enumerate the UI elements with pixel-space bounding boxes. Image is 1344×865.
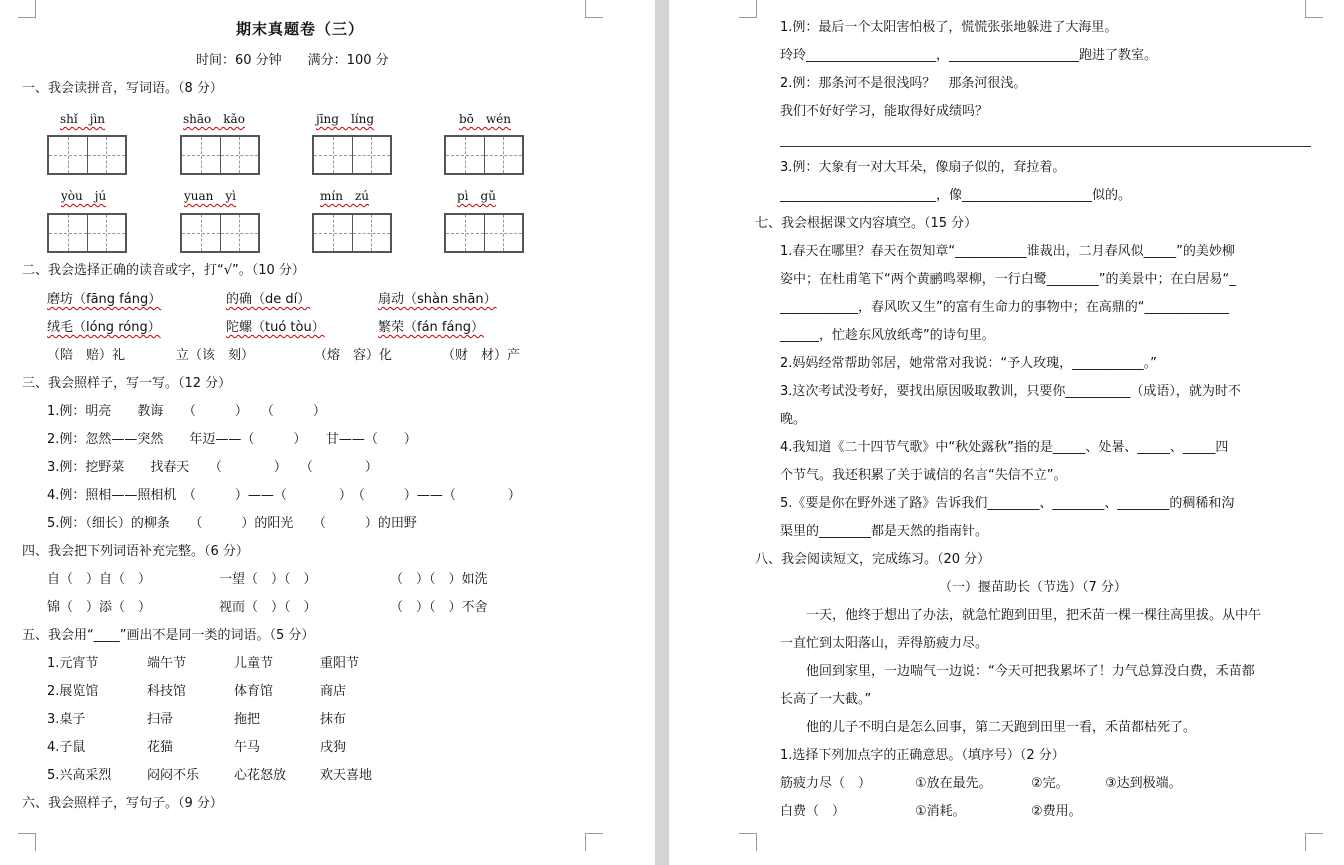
corner-mark [18, 833, 36, 851]
passage-line: 长高了一大截。” [780, 692, 872, 707]
pinyin-label: jīng líng [316, 112, 375, 126]
exam-page-right [669, 0, 1344, 865]
section-2-heading: 二、我会选择正确的读音或字，打“√”。（10 分） [22, 263, 305, 278]
choice-item: 立（该 刻） [176, 348, 255, 363]
passage-line: 一直忙到太阳落山，弄得筋疲力尽。 [780, 636, 989, 651]
option-item: ②费用。 [1031, 804, 1082, 819]
word-item: 重阳节 [320, 656, 360, 671]
fill-line: 个节气。我还积累了关于诚信的名言“失信不立”。 [780, 468, 1067, 483]
sentence-example: 我们不好好学习，能取得好成绩吗？ [780, 104, 989, 119]
exam-meta: 时间：60 分钟 满分：100 分 [196, 53, 389, 68]
answer-line: 玲玲____________________，____________________跑进了教室。 [780, 48, 1158, 63]
word-item: 午马 [234, 740, 261, 755]
word-item: 抹布 [320, 712, 347, 727]
corner-mark [1305, 0, 1323, 18]
word-item: 4.子鼠 [47, 740, 86, 755]
exercise-line: 1.例：明亮 教诲 （ ） （ ） [47, 404, 326, 419]
exam-page-left [0, 0, 655, 865]
passage-line: 他的儿子不明白是怎么回事，第二天跑到田里一看，禾苗都枯死了。 [780, 720, 1197, 735]
exercise-line: 3.例：挖野菜 找春天 （ ） （ ） [47, 460, 378, 475]
idiom-item: 锦（ ）添（ ） [47, 600, 152, 615]
answer-line: ________________________，像____________________似的。 [780, 188, 1132, 203]
idiom-item: （ ）（ ）如洗 [390, 572, 488, 587]
corner-mark [1305, 833, 1323, 851]
choice-item: 扇动（shàn shān） [378, 292, 497, 307]
word-item: 2.展览馆 [47, 684, 99, 699]
section-5-heading: 五、我会用“____”画出不是同一类的词语。（5 分） [22, 628, 315, 643]
idiom-item: 一望（ ）（ ） [219, 572, 317, 587]
page-gutter [655, 0, 669, 865]
exercise-line: 4.例：照相——照相机 （ ）——（ ） （ ）——（ ） [47, 488, 521, 503]
pinyin-label: yuan yì [184, 189, 237, 203]
option-item: ①消耗。 [915, 804, 966, 819]
writing-grid[interactable] [47, 213, 127, 253]
corner-mark [18, 0, 36, 18]
choice-item: （熔 容）化 [314, 348, 393, 363]
pinyin-label: mín zú [320, 189, 369, 203]
passage-line: 他回到家里，一边喘气一边说：“今天可把我累坏了！力气总算没白费，禾苗都 [780, 664, 1255, 679]
fill-line: ____________，春风吹又生”的富有生命力的事物中；在高鼎的“_____________ [780, 300, 1229, 315]
option-item: ②完。 [1031, 776, 1069, 791]
word-item: 心花怒放 [234, 768, 287, 783]
fill-line: 姿中；在杜甫笔下“两个黄鹂鸣翠柳，一行白鹭________”的美景中；在白居易“_ [780, 272, 1236, 287]
fill-line: 渠里的________都是天然的指南针。 [780, 524, 989, 539]
word-item: 科技馆 [147, 684, 187, 699]
pinyin-label: shǐ jìn [60, 112, 106, 126]
option-item: 筋疲力尽（ ） [780, 776, 872, 791]
passage-line: 一天，他终于想出了办法，就急忙跑到田里，把禾苗一棵一棵往高里拔。从中午 [780, 608, 1262, 623]
corner-mark [585, 833, 603, 851]
writing-grid[interactable] [444, 135, 524, 175]
word-item: 戌狗 [320, 740, 347, 755]
fill-line: 4.我知道《二十四节气歌》中“秋处露秋”指的是_____、处暑、_____、_____四 [780, 440, 1229, 455]
choice-item: （陪 赔）礼 [47, 348, 126, 363]
section-3-heading: 三、我会照样子，写一写。（12 分） [22, 376, 232, 391]
section-4-heading: 四、我会把下列词语补充完整。（6 分） [22, 544, 249, 559]
choice-item: 的确（de dí） [226, 292, 311, 307]
fill-line: 2.妈妈经常帮助邻居，她常常对我说：“予人玫瑰，___________。” [780, 356, 1157, 371]
choice-item: 繁荣（fán fáng） [378, 320, 484, 335]
choice-item: 陀螺（tuó tòu） [226, 320, 325, 335]
idiom-item: （ ）（ ）不舍 [390, 600, 488, 615]
sentence-example: 3.例：大象有一对大耳朵，像扇子似的，耷拉着。 [780, 160, 1066, 175]
word-item: 5.兴高采烈 [47, 768, 112, 783]
word-item: 端午节 [147, 656, 187, 671]
sentence-example: 2.例：那条河不是很浅吗？ 那条河很浅。 [780, 76, 1027, 91]
choice-item: 绒毛（lóng róng） [47, 320, 161, 335]
corner-mark [585, 0, 603, 18]
fill-line: ______，忙趁东风放纸鸢”的诗句里。 [780, 328, 995, 343]
exercise-line: 2.例：忽然——突然 年迈——（ ） 甘——（ ） [47, 432, 417, 447]
fill-line: 5.《要是你在野外迷了路》告诉我们________、________、________的稠稀和沟 [780, 496, 1235, 511]
passage-title: （一）揠苗助长（节选）（7 分） [939, 580, 1127, 595]
word-item: 闷闷不乐 [147, 768, 200, 783]
fill-line: 1.春天在哪里？春天在贺知章“___________谁裁出，二月春风似_____”的美妙柳 [780, 244, 1235, 259]
writing-grid[interactable] [444, 213, 524, 253]
word-item: 花猫 [147, 740, 174, 755]
word-item: 体育馆 [234, 684, 274, 699]
choice-item: 磨坊（fāng fáng） [47, 292, 162, 307]
idiom-item: 自（ ）自（ ） [47, 572, 152, 587]
word-item: 商店 [320, 684, 347, 699]
fill-line: 晚。 [780, 412, 807, 427]
option-item: 白费（ ） [780, 804, 846, 819]
section-1-heading: 一、我会读拼音，写词语。（8 分） [22, 81, 223, 96]
pinyin-label: bō wén [459, 112, 512, 126]
word-item: 拖把 [234, 712, 261, 727]
pinyin-label: pì gǔ [457, 189, 496, 203]
word-item: 3.桌子 [47, 712, 86, 727]
answer-underline[interactable] [780, 146, 1311, 147]
sentence-example: 1.例：最后一个太阳害怕极了，慌慌张张地躲进了大海里。 [780, 20, 1118, 35]
writing-grid[interactable] [47, 135, 127, 175]
pinyin-label: shāo kǎo [183, 112, 245, 126]
writing-grid[interactable] [312, 213, 392, 253]
corner-mark [739, 0, 757, 18]
word-item: 欢天喜地 [320, 768, 373, 783]
option-item: ③达到极端。 [1105, 776, 1182, 791]
section-7-heading: 七、我会根据课文内容填空。（15 分） [755, 216, 978, 231]
fill-line: 3.这次考试没考好，要找出原因吸取教训，只要你__________（成语），就为时不 [780, 384, 1241, 399]
section-8-heading: 八、我会阅读短文，完成练习。（20 分） [755, 552, 991, 567]
exercise-line: 5.例：（细长）的柳条 （ ）的阳光 （ ）的田野 [47, 516, 417, 531]
question-line: 1.选择下列加点字的正确意思。（填序号）（2 分） [780, 748, 1065, 763]
writing-grid[interactable] [180, 135, 260, 175]
word-item: 儿童节 [234, 656, 274, 671]
writing-grid[interactable] [180, 213, 260, 253]
word-item: 扫帚 [147, 712, 174, 727]
word-item: 1.元宵节 [47, 656, 99, 671]
page-title: 期末真题卷（三） [236, 20, 365, 38]
corner-mark [739, 833, 757, 851]
writing-grid[interactable] [312, 135, 392, 175]
choice-item: （财 材）产 [442, 348, 521, 363]
pinyin-label: yòu jú [61, 189, 107, 203]
section-6-heading: 六、我会照样子，写句子。（9 分） [22, 796, 223, 811]
idiom-item: 视而（ ）（ ） [219, 600, 317, 615]
option-item: ①放在最先。 [915, 776, 992, 791]
